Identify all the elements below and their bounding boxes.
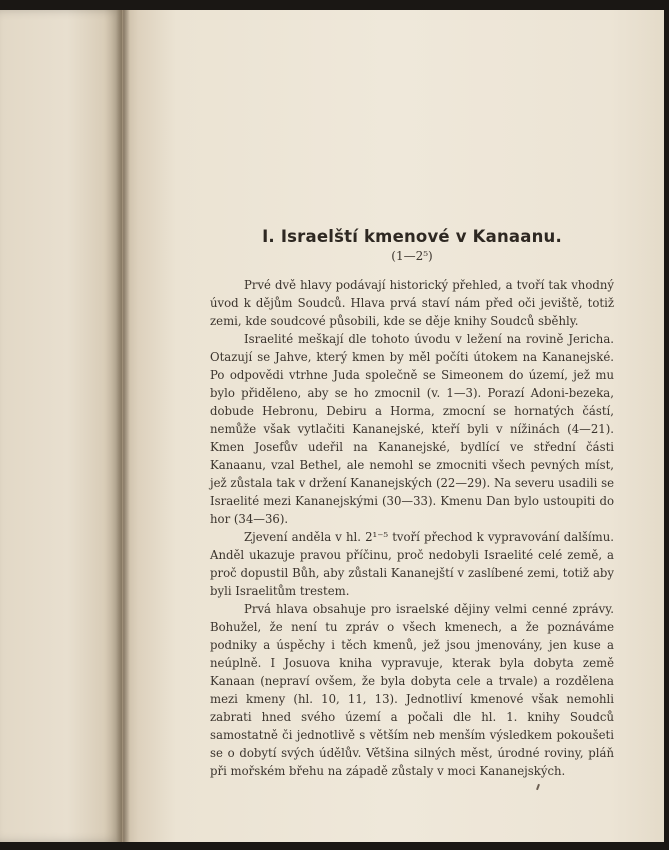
page-text [210, 226, 614, 780]
paragraph-2: Israelité meškají dle tohoto úvodu v ležení na rovině Jericha. Otazují se Jahve, který kmen by měl počíti útokem na Kananejské. Po odpovědi vtrhne Juda společně se Simeonem do území, jež mu bylo přiděleno, aby se ho zmocnil (v. 1—3). Porazí Adoni-bezeka, dobude Hebronu, Debiru a Horma, zmocní se hornatých částí, nemůže však vytlačiti Kananejské, kteří byli v nížinách (4—21). Kmen Josefův udeřil na Kananejské, bydlící ve střední části Kanaanu, vzal Bethel, ale nemohl se zmocniti všech pevných míst, jež zůstala tak v držení Kananejských (22—29). Na severu usadili se Israelité mezi Kananejskými (30—33). Kmenu Dan bylo ustoupiti do hor (34—36). [210, 332, 614, 526]
paragraph-1: Prvé dvě hlavy podávají historický přehled, a tvoří tak vhodný úvod k dějům Soudců. Hlava prvá staví nám před oči jeviště, totiž zemi, kde soudcové působili, kde se děje knihy Soudců sběhly. [210, 278, 614, 328]
chapter-title: I. Israelští kmenové v Kanaanu. [262, 227, 562, 246]
paragraph-3: Zjevení anděla v hl. 2¹⁻⁵ tvoří přechod k vypravování dalšímu. Anděl ukazuje pravou příčinu, proč nedobyli Israelité celé země, a proč dopustil Bůh, aby zůstali Kananejští v zaslíbené zemi, totiž aby byli Israelitům trestem. [210, 530, 614, 598]
book-gutter [116, 10, 130, 842]
chapter-range: (1—2⁵) [391, 249, 433, 263]
paragraph-4: Prvá hlava obsahuje pro israelské dějiny velmi cenné zprávy. Bohužel, že není tu zpráv o všech kmenech, a že poznáváme podniky a úspěchy i těch kmenů, jež jsou jmenovány, jen kuse a neúplně. I Josuova kniha vypravuje, kterak byla dobyta země Kanaan (nepraví ovšem, že byla dobyta cele a trvale) a rozdělena mezi kmeny (hl. 10, 11, 13). Jednotliví kmenové však nemohli zabrati hned svého území a počali dle hl. 1. knihy Soudců samostatně či jednotlivě s větším neb menším výsledkem pokoušeti se o dobytí svých údělův. Většina silných měst, úrodné roviny, pláň při mořském břehu na západě zůstaly v moci Kananejských. [210, 602, 614, 778]
left-page [0, 10, 122, 842]
